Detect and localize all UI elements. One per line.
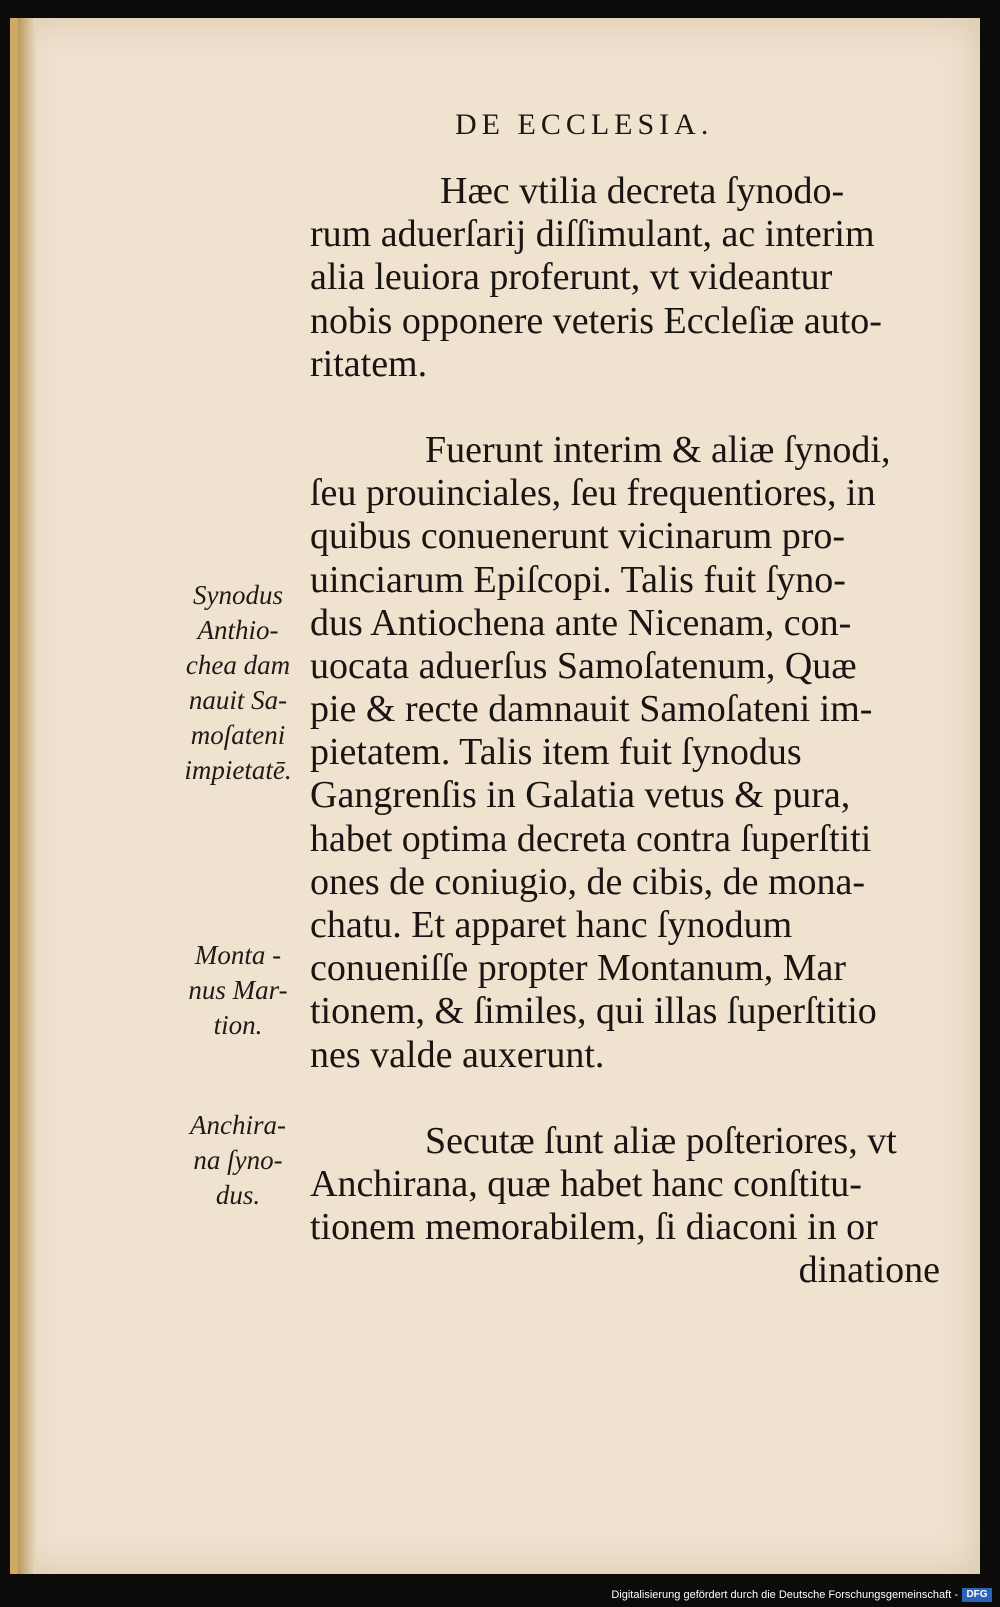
text-line: Gangrenſis in Galatia vetus & pura,: [310, 774, 851, 817]
text-line: alia leuiora proferunt, vt videantur: [310, 256, 833, 299]
text-line: tionem, & ſimiles, qui illas ſuperſtitio: [310, 990, 877, 1033]
text-line: Secutæ ſunt aliæ poſteriores, vt: [425, 1119, 897, 1162]
margin-note-line: Synodus: [193, 580, 283, 610]
text-line: ſeu prouinciales, ſeu frequentiores, in: [310, 472, 876, 515]
text-line: quibus conuenerunt vicinarum pro-: [310, 515, 846, 558]
text-line: nobis opponere veteris Eccleſiæ auto-: [310, 299, 882, 342]
footer-credit: Digitalisierung gefördert durch die Deutsche Forschungsgemeinschaft -: [611, 1589, 958, 1601]
text-line: chatu. Et apparet hanc ſynodum: [310, 904, 793, 946]
margin-note-line: moſateni: [190, 720, 286, 750]
margin-note-montanus: [163, 938, 313, 1043]
margin-note-line: na ſyno-: [193, 1145, 283, 1175]
paragraph-gap: [310, 1077, 940, 1120]
margin-note-line: nus Mar-: [188, 975, 288, 1005]
catchword: dinatione: [798, 1249, 940, 1292]
text-line: dus Antiochena ante Nicenam, con-: [310, 601, 852, 644]
text-line: Anchirana, quæ habet hanc conſtitu-: [310, 1162, 862, 1205]
margin-note-synodus-antiochena: [163, 578, 313, 788]
margin-note-line: dus.: [215, 1180, 261, 1210]
text-line: tionem memorabilem, ſi diaconi in or: [310, 1206, 878, 1249]
text-line: Fuerunt interim & aliæ ſynodi,: [425, 428, 891, 471]
text-line: pietatem. Talis item fuit ſynodus: [310, 731, 802, 774]
text-line: ritatem.: [310, 342, 428, 385]
running-head: DE ECCLESIA.: [455, 108, 714, 141]
margin-note-line: Monta -: [194, 940, 282, 970]
dfg-logo: DFG: [962, 1588, 992, 1602]
text-line: pie & recte damnauit Samoſateni im-: [310, 688, 873, 731]
margin-note-line: chea dam: [185, 650, 291, 680]
text-line: nes valde auxerunt.: [310, 1033, 605, 1076]
page-spine: [18, 18, 36, 1574]
text-line: habet optima decreta contra ſuperſtiti: [310, 817, 872, 860]
main-text-block: [310, 170, 940, 1293]
margin-note-line: Anchira-: [190, 1110, 286, 1140]
margin-note-line: nauit Sa-: [188, 685, 288, 715]
text-line: ones de coniugio, de cibis, de mona-: [310, 860, 866, 903]
text-line: conueniſſe propter Montanum, Mar: [310, 947, 847, 990]
margin-note-line: Anthio-: [197, 615, 279, 645]
margin-note-line: tion.: [213, 1010, 263, 1040]
margin-note-anchirana: [163, 1108, 313, 1213]
margin-note-line: impietatē.: [184, 755, 292, 785]
text-line: uinciarum Epiſcopi. Talis fuit ſyno-: [310, 558, 846, 601]
text-line: rum aduerſarij diſſimulant, ac interim: [310, 213, 875, 256]
text-line: uocata aduerſus Samoſatenum, Quæ: [310, 644, 857, 687]
text-line: Hæc vtilia decreta ſynodo-: [440, 170, 845, 212]
paragraph-gap: [310, 386, 940, 429]
